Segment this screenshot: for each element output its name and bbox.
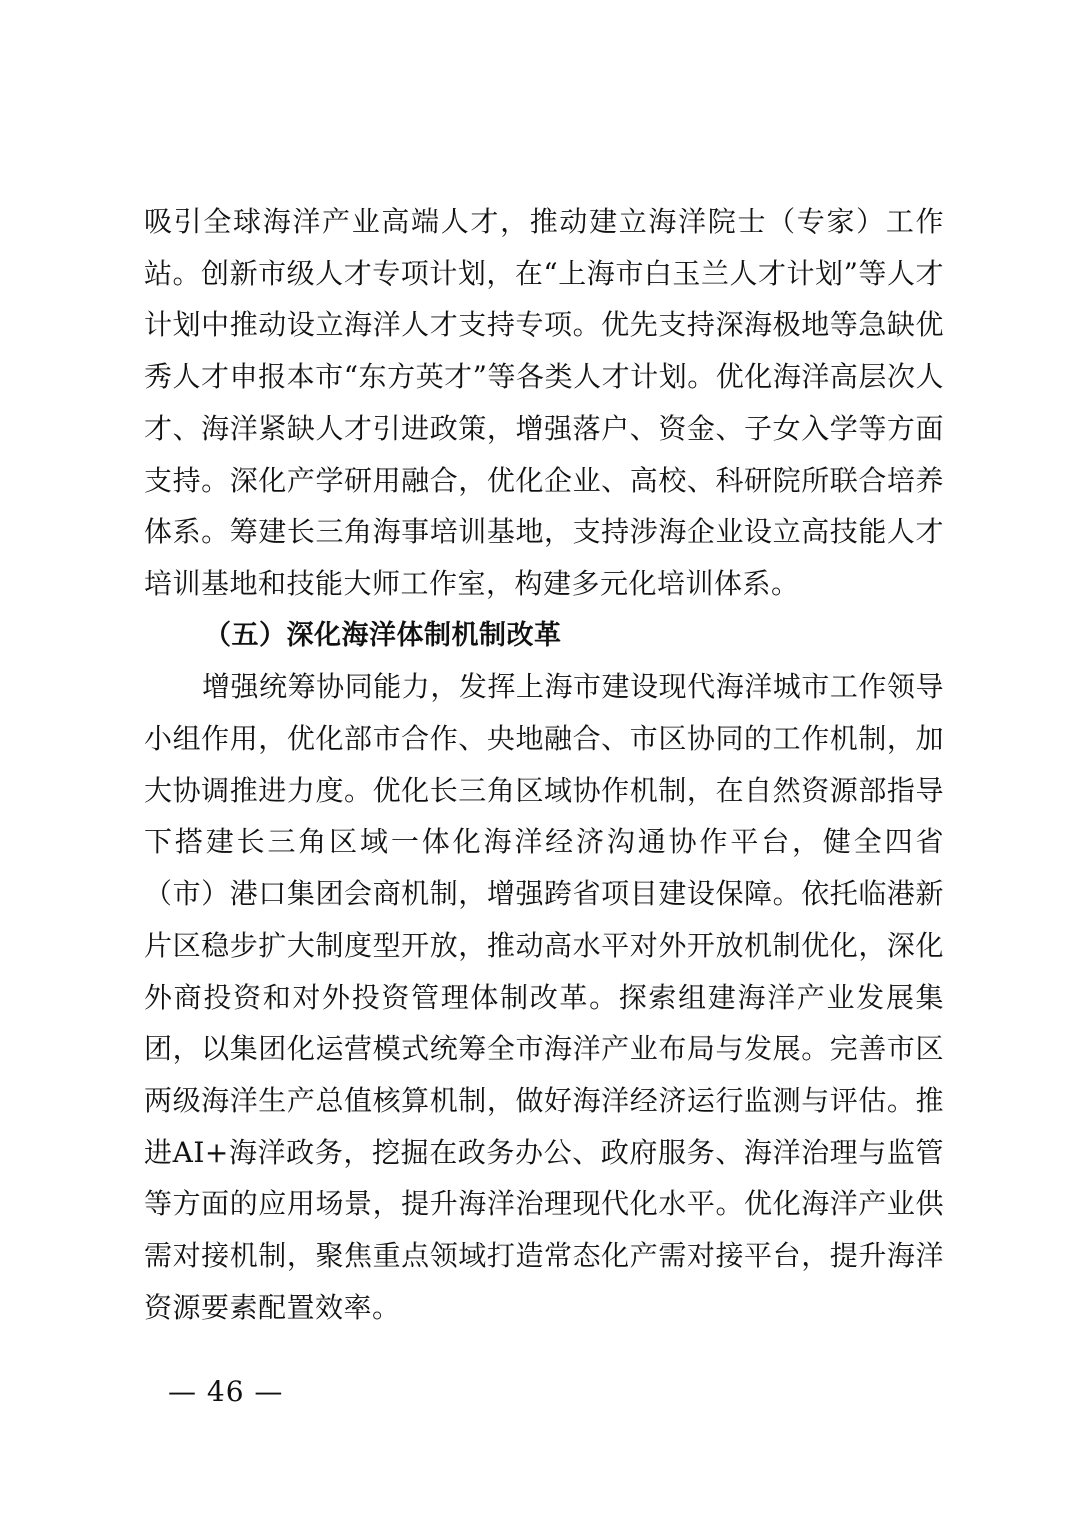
paragraph-talent-continued: 吸引全球海洋产业高端人才，推动建立海洋院士（专家）工作站。创新市级人才专项计划，在“上海市白玉兰人才计划”等人才计划中推动设立海洋人才支持专项。优先支持深海极地等急缺优秀人才申报本市“东方英才”等各类人才计划。优化海洋高层次人才、海洋紧缺人才引进政策，增强落户、资金、子女入学等方面支持。深化产学研用融合，优化企业、高校、科研院所联合培养体系。筹建长三角海事培训基地，支持涉海企业设立高技能人才培训基地和技能大师工作室，构建多元化培训体系。 [144,205,944,600]
paragraph-institutional-reform: 增强统筹协同能力，发挥上海市建设现代海洋城市工作领导小组作用，优化部市合作、央地融合、市区协同的工作机制，加大协调推进力度。优化长三角区域协作机制，在自然资源部指导下搭建长三角区域一体化海洋经济沟通协作平台，健全四省（市）港口集团会商机制，增强跨省项目建设保障。依托临港新片区稳步扩大制度型开放，推动高水平对外开放机制优化，深化外商投资和对外投资管理体制改革。探索组建海洋产业发展集团，以集团化运营模式统筹全市海洋产业布局与发展。完善市区两级海洋生产总值核算机制，做好海洋经济运行监测与评估。推进AI+海洋政务，挖掘在政务办公、政府服务、海洋治理与监管等方面的应用场景，提升海洋治理现代化水平。优化海洋产业供需对接机制，聚焦重点领域打造常态化产需对接平台，提升海洋资源要素配置效率。 [144,670,944,1324]
section-heading: （五）深化海洋体制机制改革 [204,619,562,651]
document-body [144,196,944,1333]
page-number: — 46 — [168,1375,284,1408]
